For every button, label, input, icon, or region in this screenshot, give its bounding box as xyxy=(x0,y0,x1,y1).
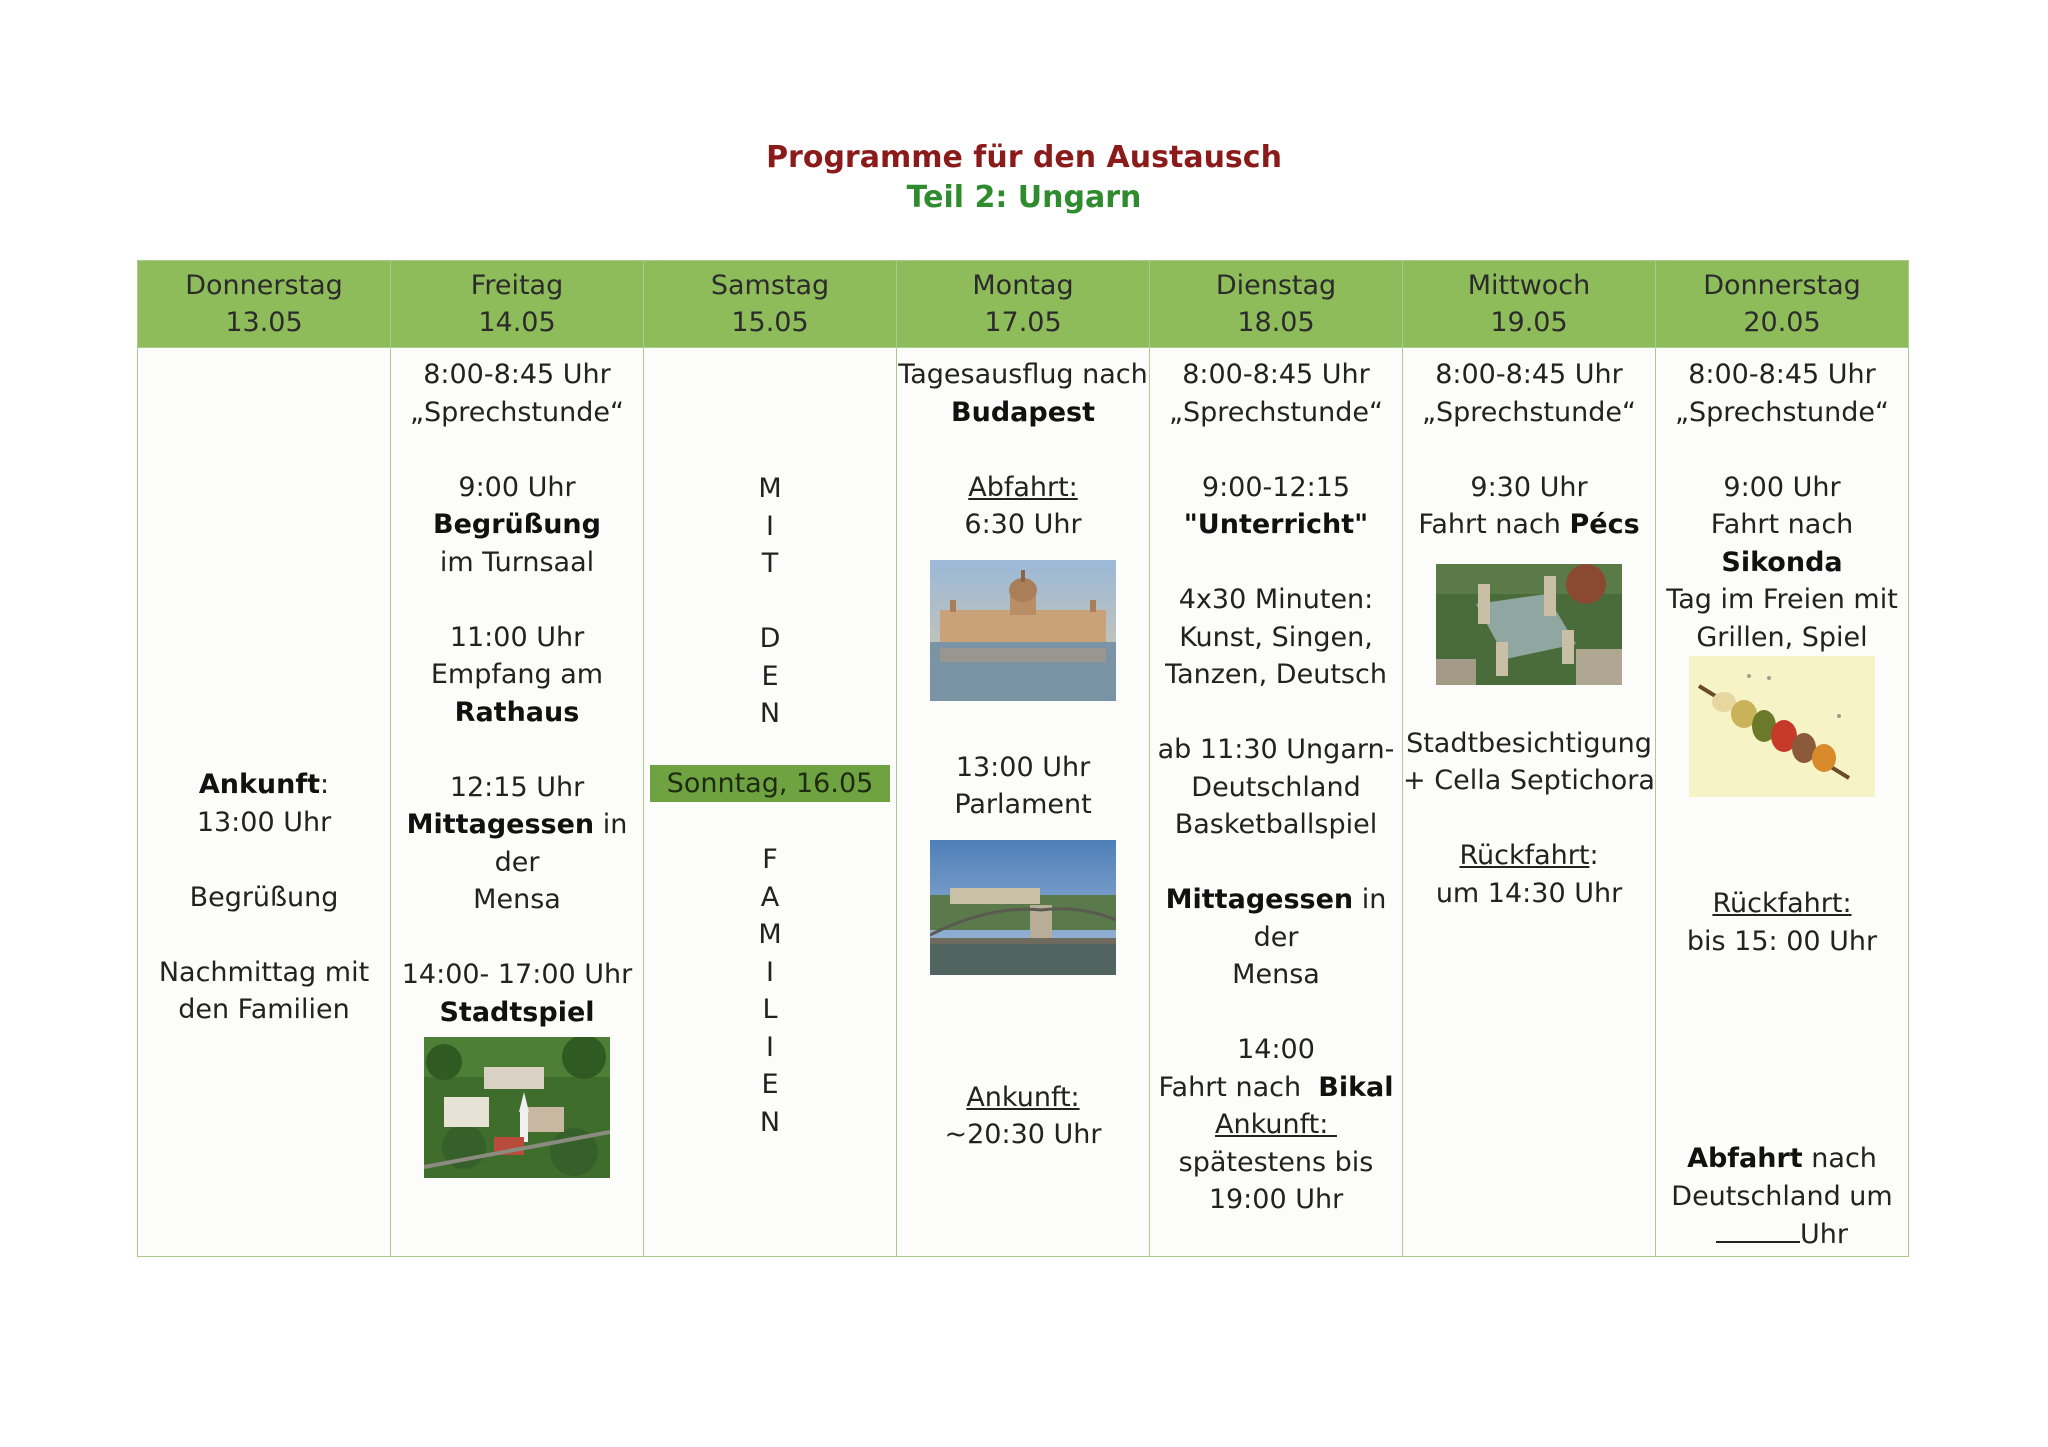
cell-donnerstag-13: Ankunft: 13:00 Uhr Begrüßung Nachmittag mit den Familien xyxy=(138,348,391,1257)
cell-donnerstag-20: 8:00-8:45 Uhr „Sprechstunde“ 9:00 Uhr Fahrt nach Sikonda Tag im Freien mit Grillen, Spiel Rückfahrt: bis 15: 00 Uhr Abfahrt nach Deutschland um Uhr xyxy=(1656,348,1909,1257)
cell-samstag-15 xyxy=(644,348,897,1257)
chain-bridge-photo xyxy=(930,840,1116,975)
header-day-1: Donnerstag 13.05 xyxy=(138,261,391,348)
header-day-7: Donnerstag 20.05 xyxy=(1656,261,1909,348)
town-aerial-photo xyxy=(424,1037,610,1178)
page-title xyxy=(0,138,2048,218)
cell-freitag-14: 8:00-8:45 Uhr „Sprechstunde“ 9:00 Uhr Begrüßung im Turnsaal 11:00 Uhr Empfang am Rathaus 12:15 Uhr Mittagessen in der Mensa 14:00- 17:00 Uhr Stadtspiel xyxy=(391,348,644,1257)
header-day-3: Samstag 15.05 xyxy=(644,261,897,348)
header-day-5: Dienstag 18.05 xyxy=(1150,261,1403,348)
header-day-6: Mittwoch 19.05 xyxy=(1403,261,1656,348)
pecs-cathedral-photo xyxy=(1436,564,1622,685)
cell-dienstag-18: 8:00-8:45 Uhr „Sprechstunde“ 9:00-12:15 "Unterricht" 4x30 Minuten: Kunst, Singen, Tanzen, Deutsch ab 11:30 Ungarn- Deutschland Basketballspiel Mittagessen in der Mensa 14:00 Fahrt nach Bikal Ankunft: spätestens bis 19:00 Uhr xyxy=(1150,348,1403,1257)
grill-skewer-picture xyxy=(1689,656,1875,797)
header-day-2: Freitag 14.05 xyxy=(391,261,644,348)
schedule-table xyxy=(137,260,1909,1257)
cell-montag-17: Tagesausflug nach Budapest Abfahrt: 6:30 Uhr 13:00 Uhr Parlament Ankunft: ~20:30 Uhr xyxy=(897,348,1150,1257)
title-line-1: Programme für den Austausch xyxy=(766,140,1282,175)
content-row xyxy=(138,348,1909,1257)
cell-mittwoch-19: 8:00-8:45 Uhr „Sprechstunde“ 9:30 Uhr Fahrt nach Pécs Stadtbesichtigung + Cella Septichora Rückfahrt: um 14:30 Uhr xyxy=(1403,348,1656,1257)
budapest-parliament-photo xyxy=(930,560,1116,701)
header-day-4: Montag 17.05 xyxy=(897,261,1150,348)
mit-den-vertical: M I T D E N xyxy=(758,473,782,729)
blank-line xyxy=(1716,1215,1800,1243)
sonntag-label: Sonntag, 16.05 xyxy=(650,765,890,802)
title-line-2: Teil 2: Ungarn xyxy=(906,180,1142,215)
header-row xyxy=(138,261,1909,348)
familien-vertical: F A M I L I E N xyxy=(758,844,782,1138)
